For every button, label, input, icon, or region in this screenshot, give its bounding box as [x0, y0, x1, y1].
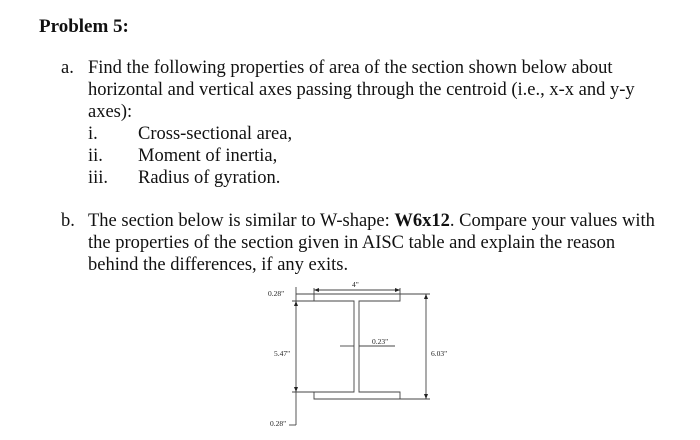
- part-b-line-1-end: . Compare your values with: [449, 211, 655, 231]
- i-section-outline: [314, 294, 400, 399]
- part-a-marker: a.: [61, 58, 74, 78]
- dim-label-web-height: 5.47": [274, 349, 291, 358]
- part-b-line-3: behind the differences, if any exits.: [88, 255, 349, 275]
- item-roman-1: i.: [88, 124, 98, 144]
- problem-title: Problem 5:: [39, 16, 129, 37]
- section-designation: W6x12: [394, 211, 450, 231]
- part-b-marker: b.: [61, 211, 75, 231]
- dim-label-flange-bottom: 0.28": [270, 419, 287, 428]
- part-a-line-2: horizontal and vertical axes passing through the centroid (i.e., x-x and y-y: [88, 80, 635, 100]
- item-text-1: Cross-sectional area,: [138, 124, 293, 144]
- part-b-line-2: the properties of the section given in AISC table and explain the reason: [88, 233, 616, 253]
- item-roman-2: ii.: [88, 146, 103, 166]
- part-a-line-1: Find the following properties of area of the section shown below about: [88, 58, 613, 78]
- item-text-3: Radius of gyration.: [138, 168, 281, 188]
- dim-label-web-thickness: 0.23": [372, 337, 389, 346]
- item-roman-3: iii.: [88, 168, 109, 188]
- dim-label-flange-top: 0.28": [268, 289, 285, 298]
- part-a-line-3: axes):: [88, 102, 133, 122]
- dim-label-total-height: 6.03": [431, 349, 448, 358]
- dim-label-width: 4": [352, 280, 359, 289]
- item-text-2: Moment of inertia,: [138, 146, 278, 166]
- part-b-line-1-start: The section below is similar to W-shape:: [88, 211, 395, 231]
